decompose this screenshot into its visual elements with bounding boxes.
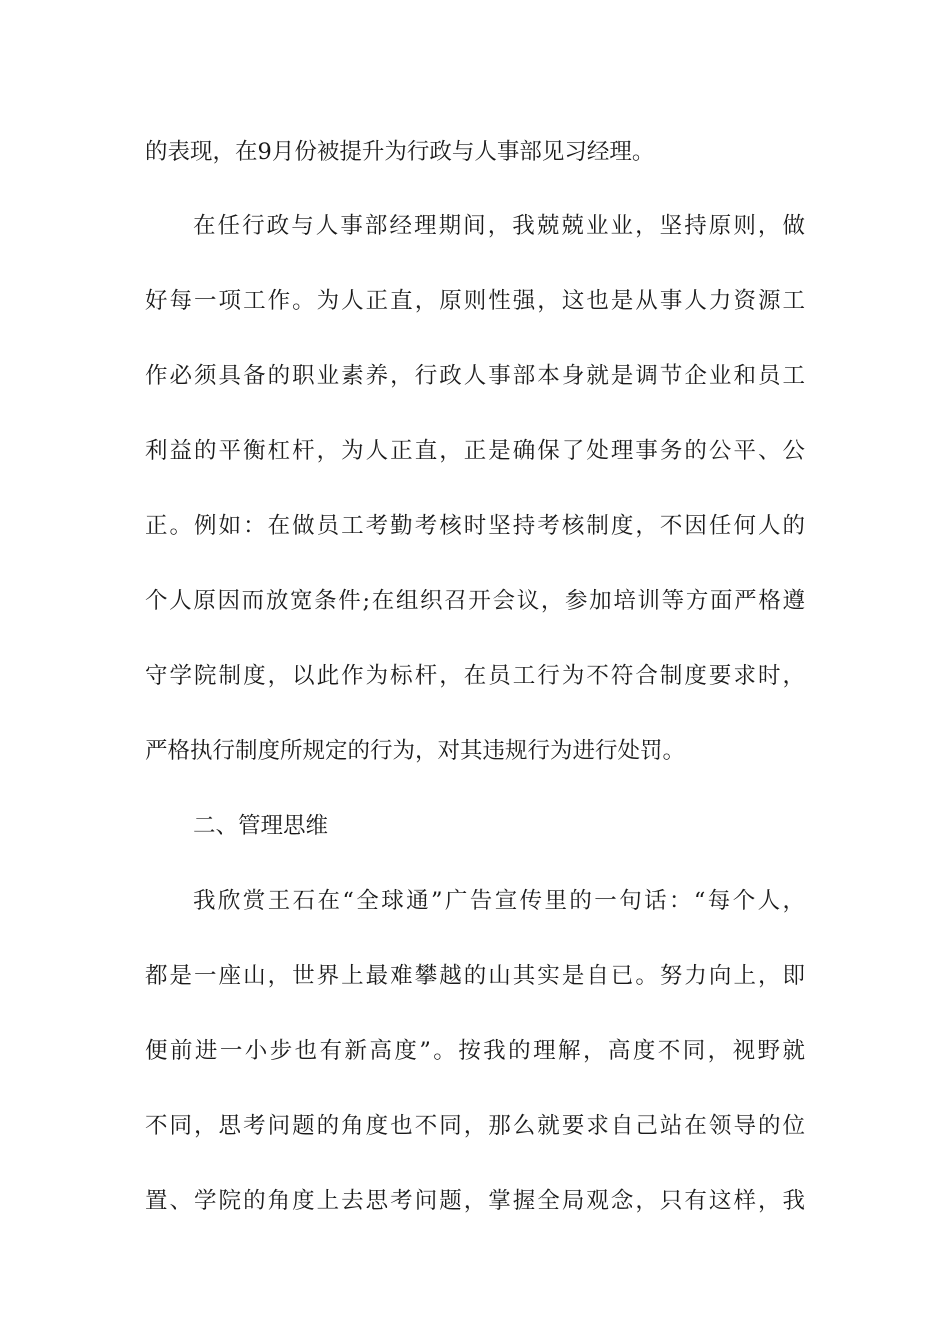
- paragraph-line: 好每一项工作。为人正直，原则性强，这也是从事人力资源工: [145, 288, 805, 314]
- paragraph-line: 便前进一小步也有新高度”。按我的理解，高度不同，视野就: [145, 1038, 805, 1064]
- paragraph-line: 严格执行制度所规定的行为，对其违规行为进行处罚。: [145, 738, 686, 764]
- paragraph-line: 个人原因而放宽条件;在组织召开会议，参加培训等方面严格遵: [145, 588, 805, 614]
- paragraph-line: 置、学院的角度上去思考问题，掌握全局观念，只有这样，我: [145, 1188, 805, 1214]
- paragraph-line: 我欣赏王石在“全球通”广告宣传里的一句话：“每个人，: [193, 888, 805, 914]
- paragraph-line: 的表现，在9月份被提升为行政与人事部见习经理。: [145, 139, 655, 165]
- paragraph-line: 在任行政与人事部经理期间，我兢兢业业，坚持原则，做: [193, 213, 805, 239]
- paragraph-line: 都是一座山，世界上最难攀越的山其实是自已。努力向上，即: [145, 963, 805, 989]
- paragraph-line: 正。例如：在做员工考勤考核时坚持考核制度，不因任何人的: [145, 513, 805, 539]
- paragraph-line: 利益的平衡杠杆，为人正直，正是确保了处理事务的公平、公: [145, 438, 805, 464]
- section-heading: 二、管理思维: [193, 813, 329, 839]
- paragraph-line: 作必须具备的职业素养，行政人事部本身就是调节企业和员工: [145, 363, 805, 389]
- paragraph-line: 守学院制度，以此作为标杆，在员工行为不符合制度要求时，: [145, 663, 805, 689]
- paragraph-line: 不同，思考问题的角度也不同，那么就要求自己站在领导的位: [145, 1113, 805, 1139]
